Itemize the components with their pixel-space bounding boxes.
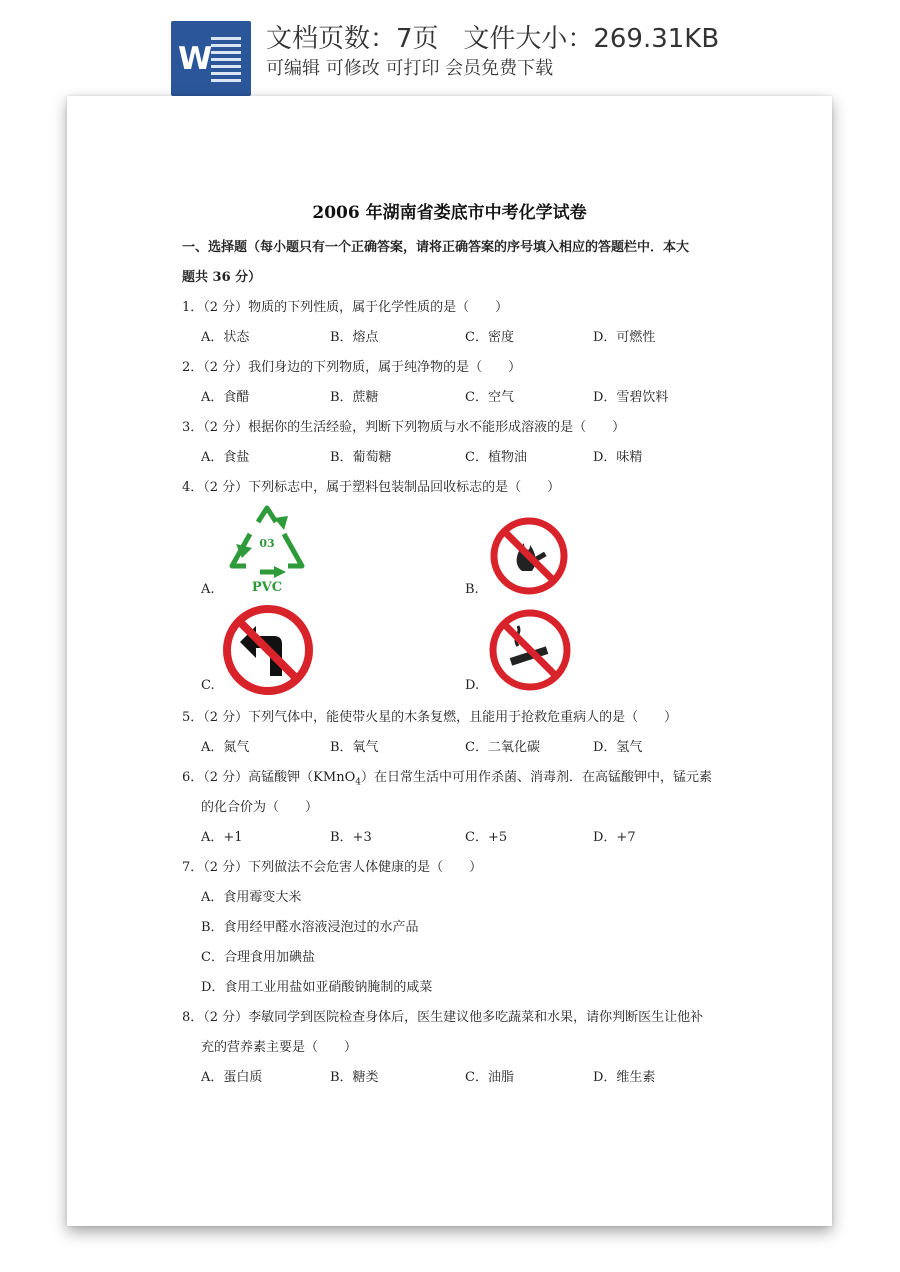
question-6-option-d: D．+7 (593, 830, 636, 845)
question-1-stem: 1．（2 分）物质的下列性质，属于化学性质的是（ ） (182, 300, 509, 315)
question-5-option-a: A．氮气 (201, 740, 250, 755)
word-logo-letter: W (178, 41, 213, 77)
question-4-option-a-label: A. (201, 582, 215, 597)
question-6-stem-line2: 的化合价为（ ） (201, 800, 319, 815)
download-header (0, 0, 900, 96)
question-8-stem-line2: 充的营养素主要是（ ） (201, 1040, 358, 1055)
question-2-option-c: C．空气 (465, 390, 514, 405)
document-features-line: 可编辑 可修改 可打印 会员免费下载 (266, 58, 554, 79)
question-3-option-c: C．植物油 (465, 450, 527, 465)
question-4-option-b-label: B. (465, 582, 479, 597)
section-heading-line1: 一、选择题（每小题只有一个正确答案，请将正确答案的序号填入相应的答题栏中．本大 (182, 240, 690, 255)
question-1-option-b: B．熔点 (330, 330, 379, 345)
question-6-option-c: C．+5 (465, 830, 508, 845)
question-3-stem: 3．（2 分）根据你的生活经验，判断下列物质与水不能形成溶液的是（ ） (182, 420, 626, 435)
question-8-option-c: C．油脂 (465, 1070, 514, 1085)
question-6-stem (182, 766, 712, 788)
question-8-stem-line1: 8．（2 分）李敏同学到医院检查身体后，医生建议他多吃蔬菜和水果，请你判断医生让他补 (182, 1010, 704, 1025)
question-1-option-c: C．密度 (465, 330, 514, 345)
question-3-option-a: A．食盐 (201, 450, 250, 465)
question-6-stem-pre: 6．（2 分）高锰酸钾（KMnO (182, 770, 356, 785)
question-1-option-d: D．可燃性 (593, 330, 656, 345)
document-info-line: 文档页数：7页 文件大小：269.31KB (266, 24, 720, 54)
question-4-stem: 4．（2 分）下列标志中，属于塑料包装制品回收标志的是（ ） (182, 480, 561, 495)
question-8-option-a: A．蛋白质 (201, 1070, 263, 1085)
no-left-turn-icon (222, 604, 314, 696)
question-3-option-b: B．葡萄糖 (330, 450, 392, 465)
word-icon-lines (211, 37, 241, 86)
question-7-option-a: A．食用霉变大米 (201, 890, 302, 905)
question-6-stem-subscript: 4 (355, 777, 361, 788)
question-8-option-b: B．糖类 (330, 1070, 379, 1085)
exam-title: 2006 年湖南省娄底市中考化学试卷 (312, 203, 587, 223)
question-2-option-b: B．蔗糖 (330, 390, 379, 405)
word-document-icon (171, 21, 251, 96)
question-2-option-d: D．雪碧饮料 (593, 390, 669, 405)
question-7-option-b: B．食用经甲醛水溶液浸泡过的水产品 (201, 920, 419, 935)
question-6-stem-post: ）在日常生活中可用作杀菌、消毒剂．在高锰酸钾中，锰元素 (360, 770, 712, 785)
question-5-option-c: C．二氧化碳 (465, 740, 540, 755)
question-5-option-d: D．氢气 (593, 740, 643, 755)
question-4-option-c-label: C. (201, 678, 215, 693)
question-7-option-c: C．合理食用加碘盐 (201, 950, 315, 965)
question-6-option-b: B．+3 (330, 830, 372, 845)
question-4-option-d-label: D. (465, 678, 480, 693)
recycle-label-text: PVC (251, 580, 283, 595)
recycle-symbol-pvc-icon (222, 500, 312, 596)
question-5-stem: 5．（2 分）下列气体中，能使带火星的木条复燃，且能用于抢救危重病人的是（ ） (182, 710, 678, 725)
no-open-flame-icon (488, 515, 570, 597)
question-2-stem: 2．（2 分）我们身边的下列物质，属于纯净物的是（ ） (182, 360, 522, 375)
question-3-option-d: D．味精 (593, 450, 643, 465)
question-8-option-d: D．维生素 (593, 1070, 656, 1085)
question-6-option-a: A．+1 (201, 830, 243, 845)
section-heading-line2: 题共 36 分） (182, 270, 262, 285)
question-1-option-a: A．状态 (201, 330, 250, 345)
no-smoking-icon (488, 608, 572, 692)
question-5-option-b: B．氧气 (330, 740, 379, 755)
recycle-code-text: 03 (259, 537, 275, 550)
question-7-stem: 7．（2 分）下列做法不会危害人体健康的是（ ） (182, 860, 483, 875)
document-page (67, 96, 832, 1226)
question-2-option-a: A．食醋 (201, 390, 250, 405)
question-7-option-d: D．食用工业用盐如亚硝酸钠腌制的咸菜 (201, 980, 433, 995)
